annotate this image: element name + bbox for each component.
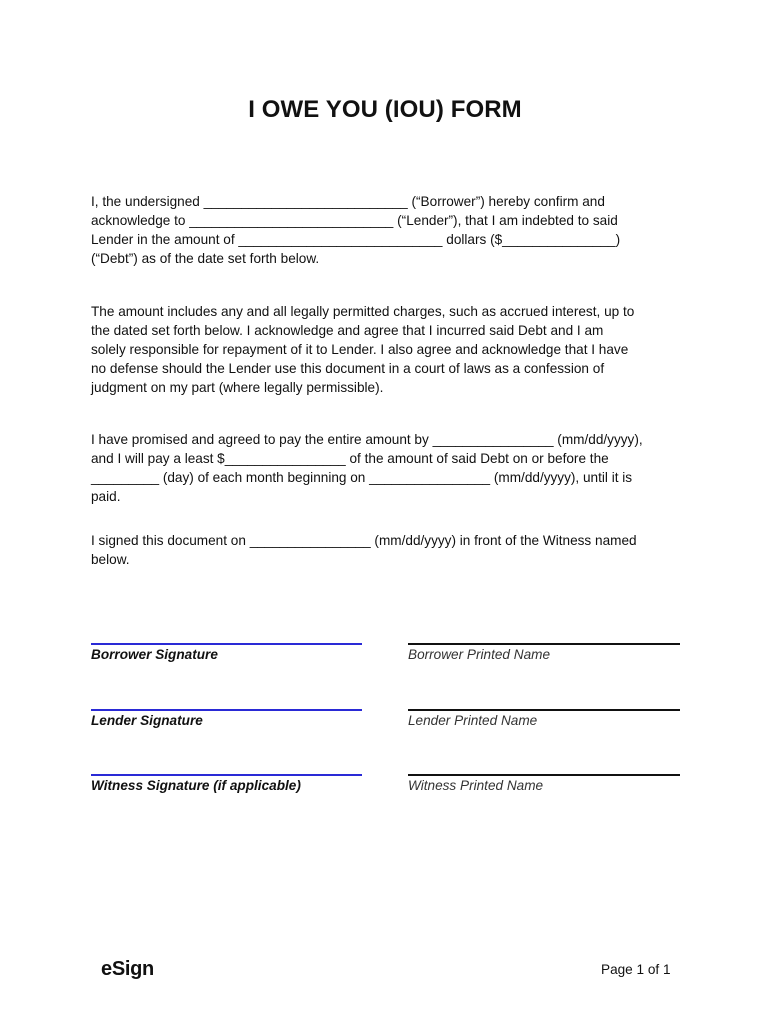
- text-line: the dated set forth below. I acknowledge and agree that I incurred said Debt and I am: [91, 323, 604, 338]
- signing-date-paragraph: [91, 531, 691, 569]
- text-line: no defense should the Lender use this document in a court of laws as a confession of: [91, 361, 605, 376]
- text-line: paid.: [91, 489, 121, 504]
- lender-signature-line[interactable]: [91, 709, 362, 711]
- text-line: judgment on my part (where legally permissible).: [91, 380, 384, 395]
- text-line: The amount includes any and all legally permitted charges, such as accrued interest, up to: [91, 304, 635, 319]
- borrower-printed-name-line[interactable]: [408, 643, 680, 645]
- page-number: Page 1 of 1: [601, 962, 671, 977]
- lender-printed-name-line[interactable]: [408, 709, 680, 711]
- borrower-signature-label: Borrower Signature: [91, 647, 218, 662]
- text-line: solely responsible for repayment of it to Lender. I also agree and acknowledge that I have: [91, 342, 629, 357]
- document-title: I OWE YOU (IOU) FORM: [248, 96, 522, 123]
- esign-logo: eSign: [101, 958, 154, 980]
- witness-printed-name-label: Witness Printed Name: [408, 778, 544, 793]
- borrower-acknowledgement-paragraph: [91, 192, 691, 268]
- witness-printed-name-line[interactable]: [408, 774, 680, 776]
- text-line: I have promised and agreed to pay the entire amount by ________________ (mm/dd/yyyy),: [91, 432, 643, 447]
- text-line: acknowledge to ___________________________ (“Lender”), that I am indebted to said: [91, 213, 618, 228]
- text-line: and I will pay a least $________________ of the amount of said Debt on or before the: [91, 451, 609, 466]
- text-line: Lender in the amount of ___________________________ dollars ($_______________): [91, 232, 621, 247]
- lender-signature-label: Lender Signature: [91, 713, 203, 728]
- text-line: below.: [91, 552, 130, 567]
- text-line: _________ (day) of each month beginning on ________________ (mm/dd/yyyy), until it is: [91, 470, 633, 485]
- text-line: I signed this document on ________________ (mm/dd/yyyy) in front of the Witness named: [91, 533, 637, 548]
- witness-signature-line[interactable]: [91, 774, 362, 776]
- borrower-printed-name-label: Borrower Printed Name: [408, 647, 551, 662]
- charges-paragraph: [91, 302, 691, 397]
- lender-printed-name-label: Lender Printed Name: [408, 713, 538, 728]
- text-line: (“Debt”) as of the date set forth below.: [91, 251, 320, 266]
- text-line: I, the undersigned ___________________________ (“Borrower”) hereby confirm and: [91, 194, 605, 209]
- witness-signature-label: Witness Signature (if applicable): [91, 778, 301, 793]
- borrower-signature-line[interactable]: [91, 643, 362, 645]
- repayment-paragraph: [91, 430, 691, 506]
